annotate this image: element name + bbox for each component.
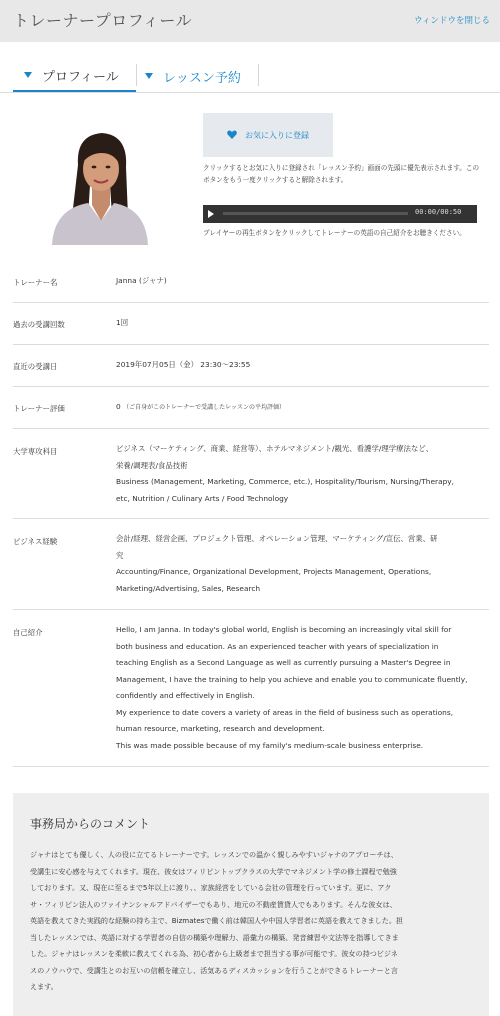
row-rating (13, 387, 489, 429)
play-icon[interactable] (208, 210, 214, 218)
row-line: ビジネス（マーケティング、商業、経営等）、ホテルマネジメント/観光、看護学/理学療法など、 (116, 444, 434, 453)
tab-underline (0, 92, 500, 93)
row-line: Hello, I am Janna. In today's global world, English is becoming an increasingly vital skill for (116, 625, 452, 634)
tab-profile[interactable] (13, 60, 136, 93)
row-self-introduction (13, 610, 489, 767)
comment-line: スのノウハウで、受講生とのお互いの信頼を確立し、活気あるディスカッションを行うことができるトレーナーと言 (30, 965, 398, 975)
row-value (116, 399, 489, 417)
player-time: 00:00/00:50 (415, 208, 462, 216)
row-trainer-name (13, 262, 489, 303)
comment-line: サ・フィリピン法人のファイナンシャルアドバイザーでもあり、地元の不動産賃貸人でもあります。そんな彼女は、 (30, 899, 397, 909)
comment-line: しております。又、現在に至るまで5年以上に渡り、、家族経営をしている会社の管理を行っています。更に、アク (30, 883, 392, 892)
row-line: 究 (116, 550, 124, 560)
row-lesson-count (13, 303, 489, 345)
row-line: 会計/経理、経営企画、プロジェクト管理、オペレーション管理、マーケティング/宣伝、営業、研 (116, 534, 438, 543)
add-favorite-label: お気に入りに登録 (245, 130, 309, 140)
row-label: ビジネス経験 (13, 537, 58, 546)
favorite-note: クリックするとお気に入りに登録され「レッスン予約」画面の先頭に優先表示されます。このボタンをもう一度クリックすると解除されます。 (203, 164, 480, 184)
row-line: Management, I have the training to help you achieve and enable you to communicate fluently, (116, 674, 468, 684)
player-note: プレイヤーの再生ボタンをクリックしてトレーナーの英語の自己紹介をお聴きください。 (203, 229, 466, 237)
tab-lesson-label: レッスン予約 (163, 70, 241, 86)
row-line: both business and education. As an experienced teacher with years of specialization in (116, 641, 439, 651)
row-last-lesson (13, 345, 489, 387)
row-business-experience (13, 519, 489, 610)
row-line: My experience to date covers a variety of areas in the field of business such as operations, (116, 707, 454, 717)
tab-divider (136, 64, 137, 86)
row-value: Janna (ジャナ) (116, 276, 167, 285)
row-line: This was made possible because of my family's medium-scale business enterprise. (116, 740, 424, 750)
audio-player (203, 205, 477, 223)
staff-comment-text (30, 847, 476, 996)
tab-lesson-booking[interactable] (145, 60, 241, 92)
comment-line: 受講生に安心感を与えてくれます。現在、彼女はフィリピントップクラスの大学でマネジメント学の修士課程で勉強 (30, 866, 397, 876)
heart-icon (227, 130, 237, 141)
tab-profile-label: プロフィール (42, 69, 119, 85)
row-line: Marketing/Advertising, Sales, Research (116, 583, 261, 593)
row-line: Business (Management, Marketing, Commerce, etc.), Hospitality/Tourism, Nursing/Therapy, (116, 477, 455, 486)
comment-line: した。ジャナはレッスンを柔軟に教えてくれる為、初心者から上級者まで担当する事が可能です。彼女の持つビジネ (30, 949, 398, 958)
rating-note: （ご自身がこのトレーナーで受講したレッスンの平均評価） (123, 404, 286, 411)
row-label: 直近の受講日 (13, 362, 58, 371)
add-favorite-button[interactable] (203, 113, 333, 157)
rating-value: 0 (116, 402, 121, 411)
row-value (116, 622, 489, 754)
row-line: Accounting/Finance, Organizational Development, Projects Management, Operations, (116, 567, 432, 576)
triangle-down-icon (24, 72, 32, 78)
row-value: 1回 (116, 318, 129, 327)
row-line: confidently and effectively in English. (116, 691, 255, 700)
row-label: 自己紹介 (13, 628, 43, 637)
comment-line: 当したレッスンでは、英語に対する学習者の自信の構築や理解力、語彙力の構築、発音練習や文法等を指導してきま (30, 932, 399, 942)
staff-comment-box (13, 793, 489, 1016)
row-line: 栄養/調理表/食品技術 (116, 460, 188, 470)
tab-bar (0, 60, 500, 93)
row-value (116, 441, 489, 507)
comment-line: ジャナはとても優しく、人の役に立てるトレーナーです。レッスンでの温かく親しみやすいジャナのアプローチは、 (30, 850, 398, 859)
close-window-link[interactable]: ウィンドウを閉じる (414, 16, 490, 26)
comment-line: えます。 (30, 982, 58, 991)
row-value: 2019年07月05日（金） 23:30〜23:55 (116, 360, 251, 369)
page-title: トレーナープロフィール (13, 11, 193, 30)
comment-line: 英語を教えてきた実践的な経験の持ち主で、Bizmatesで働く前は韓国人や中国人学習者に英語を教えてきました。担 (30, 916, 404, 925)
row-line: teaching English as a Second Language as well as currently pursuing a Master's Degree in (116, 658, 451, 667)
page-header (0, 0, 500, 42)
row-label: 大学専攻科目 (13, 447, 58, 456)
row-label: トレーナー名 (13, 278, 58, 287)
row-value (116, 531, 489, 597)
row-line: etc, Nutrition / Culinary Arts / Food Technology (116, 493, 289, 503)
row-line: human resource, marketing, research and development. (116, 724, 325, 733)
row-major (13, 429, 489, 519)
trainer-photo (48, 125, 152, 245)
row-label: 過去の受講回数 (13, 320, 65, 329)
row-label: トレーナー評価 (13, 404, 65, 413)
tab-divider (258, 64, 259, 86)
seek-bar[interactable] (223, 212, 408, 215)
triangle-down-icon (145, 73, 153, 79)
staff-comment-title: 事務局からのコメント (30, 817, 151, 831)
